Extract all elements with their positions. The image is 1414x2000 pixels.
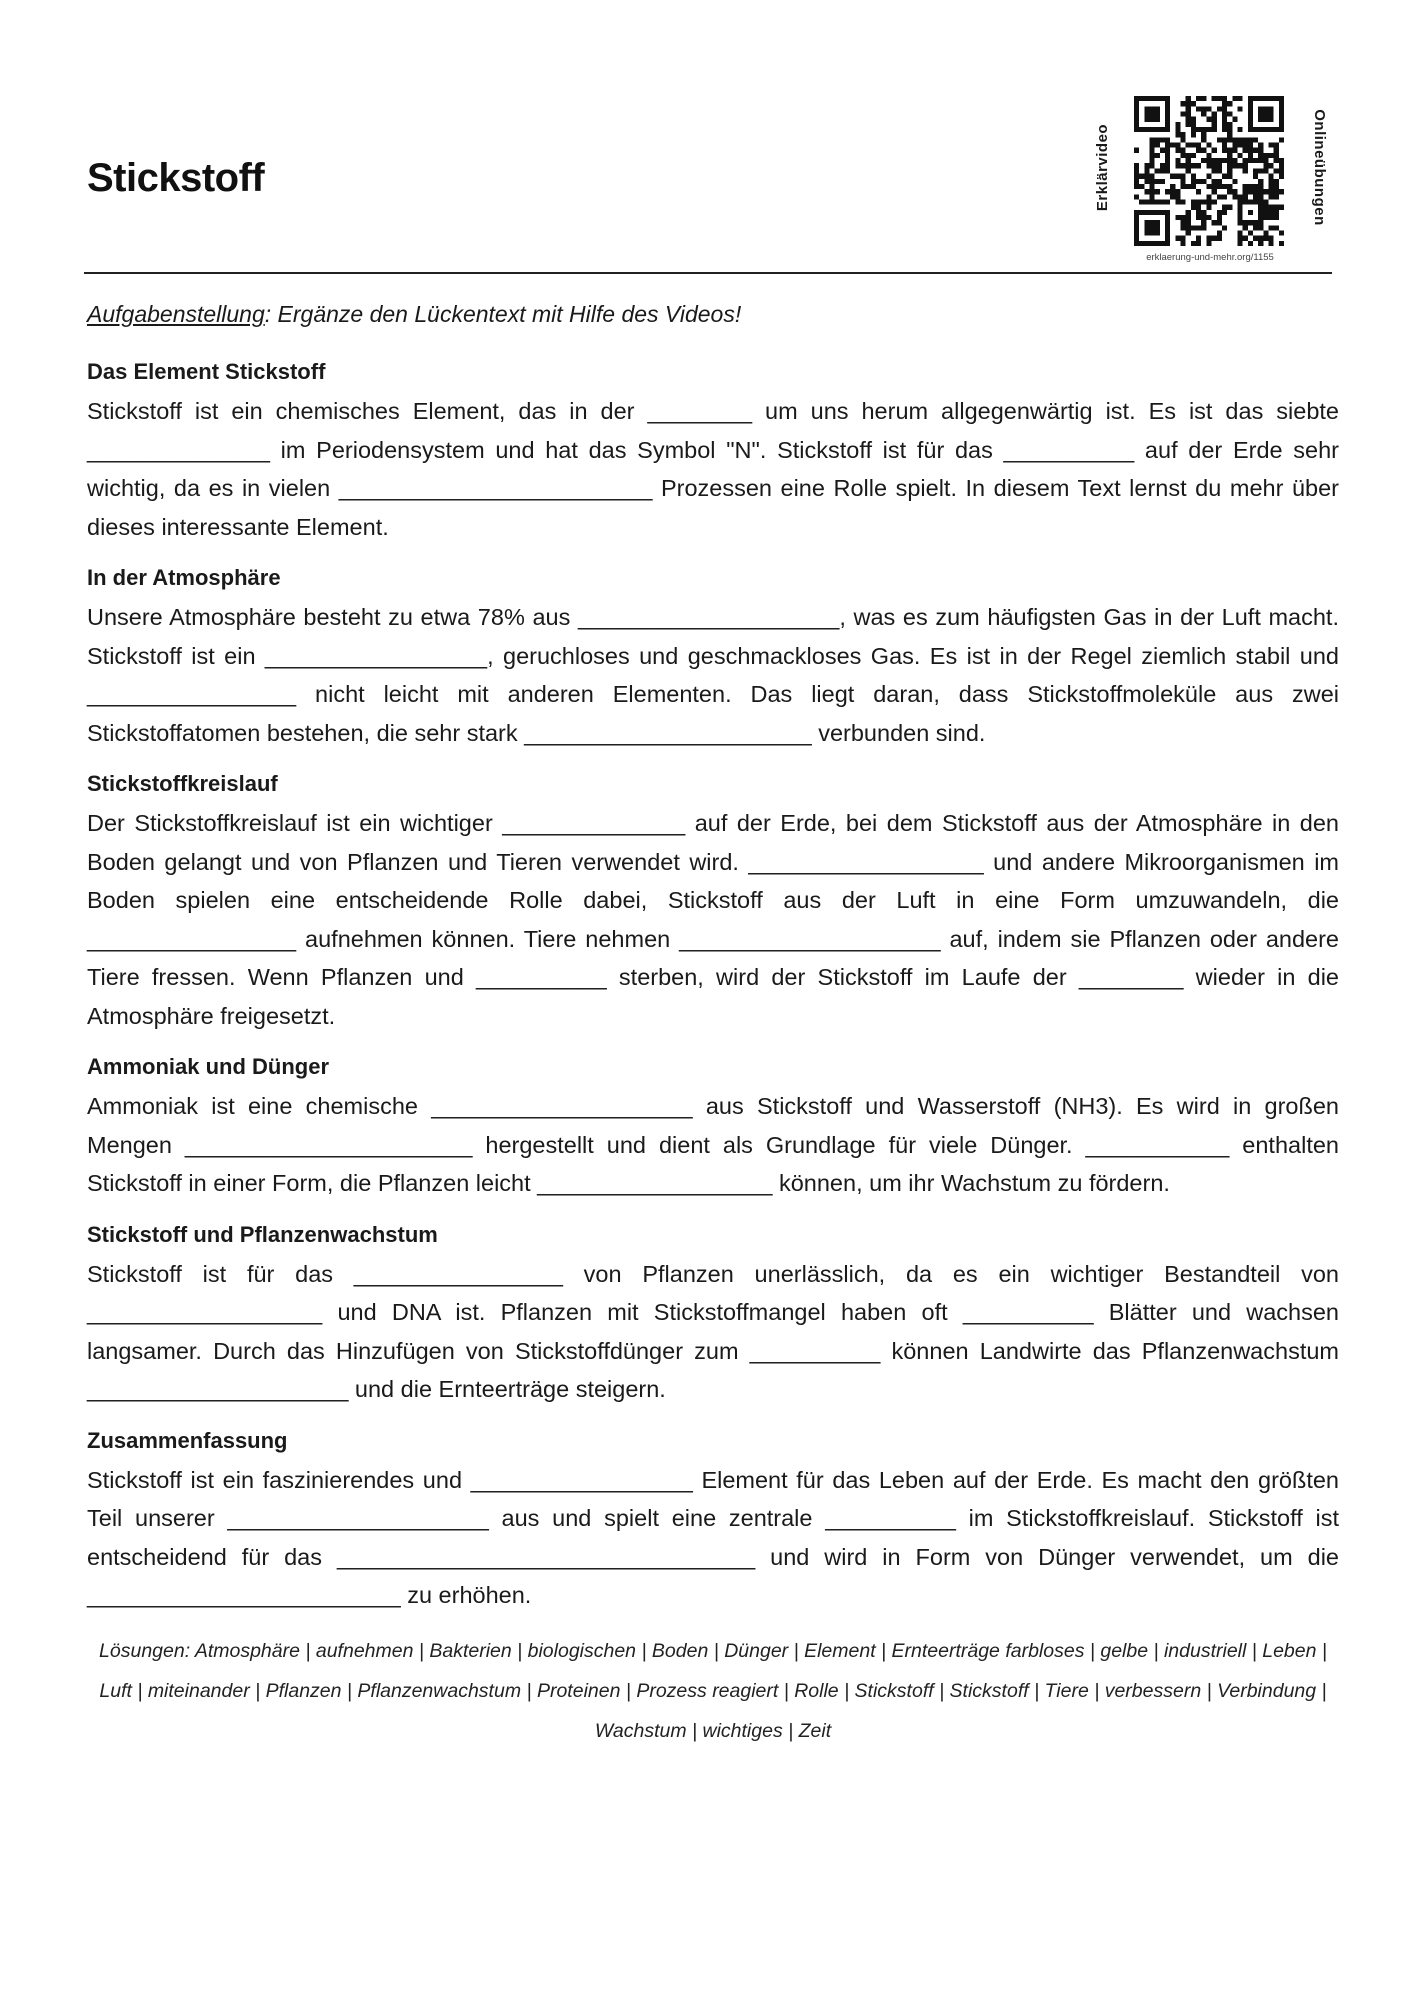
header-divider: [84, 272, 1332, 274]
section-text-element: Stickstoff ist ein chemisches Element, das in der ________ um uns herum allgegenwärtig ist. Es ist das siebte ______________ im Periodensystem und hat das Symbol "N". Stickstoff ist für das __________ auf der Erde sehr wichtig, da es in vielen ________________________ Prozessen eine Rolle spielt. In diesem Text lernst du mehr über dieses interessante Element.: [87, 398, 1339, 540]
qr-label-left-text: Erklärvideo: [1094, 123, 1112, 211]
section-title-atmosphere: In der Atmosphäre: [87, 565, 281, 590]
section-text-nitrogen-cycle: Der Stickstoffkreislauf ist ein wichtiger ______________ auf der Erde, bei dem Stickstoff aus der Atmosphäre in den Boden gelangt und von Pflanzen und Tieren verwendet wird. __________________ und andere Mikroorganismen im Boden spielen eine entscheidende Rolle dabei, Stickstoff aus der Luft in eine Form umzuwandeln, die ________________ aufnehmen können. Tiere nehmen ____________________ auf, indem sie Pflanzen oder andere Tiere fressen. Wenn Pflanzen und __________ sterben, wird der Stickstoff im Laufe der ________ wieder in die Atmosphäre freigesetzt.: [87, 810, 1339, 1029]
qr-code-block: [1090, 92, 1340, 268]
qr-url-text[interactable]: erklaerung-und-mehr.org/1155: [1146, 252, 1274, 263]
section-text-ammonia-fertilizer: Ammoniak ist eine chemische ____________________ aus Stickstoff und Wasserstoff (NH3). Es wird in großen Mengen ______________________ hergestellt und dient als Grundlage für viele Dünger. ___________ enthalten Stickstoff in einer Form, die Pflanzen leicht __________________ können, um ihr Wachstum zu fördern.: [87, 1093, 1339, 1196]
section-summary: [87, 1425, 1339, 1615]
task-instruction-label: Aufgabenstellung: [87, 301, 265, 327]
section-ammonia-fertilizer: [87, 1051, 1339, 1203]
qr-label-online-exercises: [1306, 92, 1332, 242]
section-text-summary: Stickstoff ist ein faszinierendes und _________________ Element für das Leben auf der Erde. Es macht den größten Teil unserer ____________________ aus und spielt eine zentrale __________ im Stickstoffkreislauf. Stickstoff ist entscheidend für das ________________________________ und wird in Form von Dünger verwendet, um die ________________________ zu erhöhen.: [87, 1466, 1339, 1608]
section-title-ammonia-fertilizer: Ammoniak und Dünger: [87, 1054, 330, 1079]
solutions-word-bank: Lösungen: Atmosphäre | aufnehmen | Bakterien | biologischen | Boden | Dünger | Element | Ernteerträge farbloses | gelbe | industriell | Leben | Luft | miteinander | Pflanzen | Pflanzenwachstum | Proteinen | Prozess reagiert | Rolle | Stickstoff | Stickstoff | Tiere | verbessern | Verbindung | Wachstum | wichtiges | Zeit: [99, 1639, 1327, 1742]
section-text-plant-growth: Stickstoff ist für das ________________ von Pflanzen unerlässlich, da es ein wichtiger Bestandteil von __________________ und DNA ist. Pflanzen mit Stickstoffmangel haben oft __________ Blätter und wachsen langsamer. Durch das Hinzufügen von Stickstoffdünger zum __________ können Landwirte das Pflanzenwachstum ____________________ und die Ernteerträge steigern.: [87, 1260, 1339, 1402]
page-title: Stickstoff: [87, 156, 265, 200]
qr-code-icon[interactable]: [1134, 96, 1284, 246]
section-title-element: Das Element Stickstoff: [87, 359, 326, 384]
qr-label-explainer-video: [1090, 92, 1116, 242]
section-plant-growth: [87, 1219, 1339, 1409]
section-title-plant-growth: Stickstoff und Pflanzenwachstum: [87, 1221, 438, 1247]
section-atmosphere: [87, 562, 1339, 752]
section-nitrogen-cycle: [87, 768, 1339, 1035]
task-instruction-text: : Ergänze den Lückentext mit Hilfe des Videos!: [264, 301, 742, 327]
worksheet-content: [87, 296, 1339, 1751]
task-instruction: [87, 296, 1339, 332]
qr-label-right-text: Onlineübungen: [1310, 108, 1328, 226]
section-text-atmosphere: Unsere Atmosphäre besteht zu etwa 78% aus ____________________, was es zum häufigsten Gas in der Luft macht. Stickstoff ist ein _________________, geruchloses und geschmackloses Gas. Es ist in der Regel ziemlich stabil und ________________ nicht leicht mit anderen Elementen. Das liegt daran, dass Stickstoffmoleküle aus zwei Stickstoffatomen bestehen, die sehr stark ______________________ verbunden sind.: [87, 604, 1339, 746]
section-element: [87, 356, 1339, 546]
section-title-summary: Zusammenfassung: [87, 1427, 288, 1453]
section-title-nitrogen-cycle: Stickstoffkreislauf: [87, 771, 278, 796]
